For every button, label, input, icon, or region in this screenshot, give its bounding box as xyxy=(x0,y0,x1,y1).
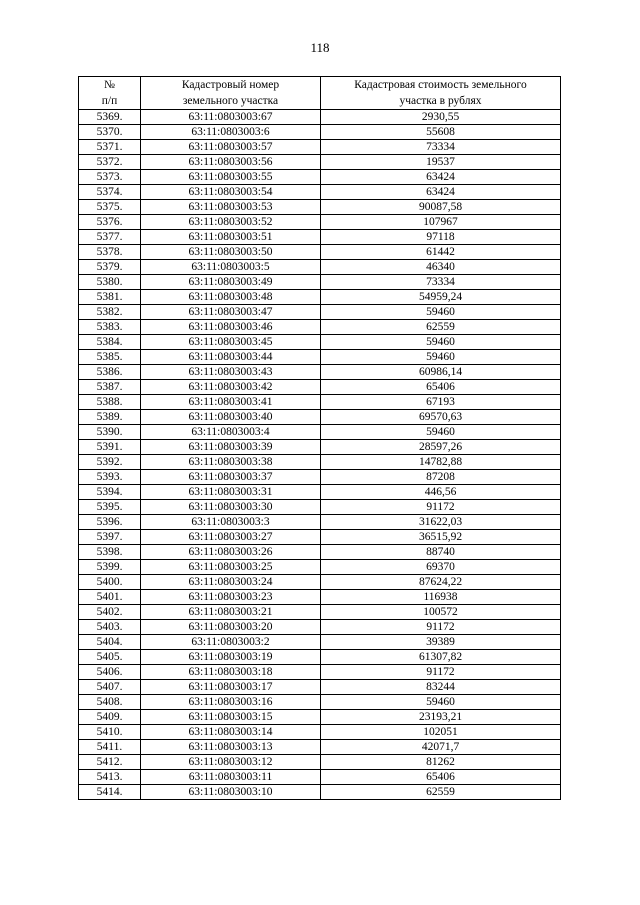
cadastral-value-cell: 91172 xyxy=(321,620,561,635)
row-number-cell: 5392. xyxy=(79,455,141,470)
row-number-cell: 5405. xyxy=(79,650,141,665)
cadastral-number-cell: 63:11:0803003:21 xyxy=(141,605,321,620)
cadastral-number-cell: 63:11:0803003:31 xyxy=(141,485,321,500)
row-number-cell: 5397. xyxy=(79,530,141,545)
cadastral-value-cell: 36515,92 xyxy=(321,530,561,545)
cadastral-value-cell: 87208 xyxy=(321,470,561,485)
row-number-cell: 5371. xyxy=(79,140,141,155)
table-row xyxy=(79,665,561,680)
cadastral-number-cell: 63:11:0803003:3 xyxy=(141,515,321,530)
table-row xyxy=(79,380,561,395)
row-number-cell: 5407. xyxy=(79,680,141,695)
cadastral-number-cell: 63:11:0803003:10 xyxy=(141,785,321,800)
row-number-cell: 5412. xyxy=(79,755,141,770)
table-row xyxy=(79,725,561,740)
table-header xyxy=(79,77,561,110)
cadastral-value-cell: 87624,22 xyxy=(321,575,561,590)
cadastral-value-cell: 46340 xyxy=(321,260,561,275)
table-row xyxy=(79,260,561,275)
cadastral-value-cell: 91172 xyxy=(321,500,561,515)
header-cadastral-number-sub: земельного участка xyxy=(141,93,321,110)
row-number-cell: 5411. xyxy=(79,740,141,755)
row-number-cell: 5390. xyxy=(79,425,141,440)
row-number-cell: 5386. xyxy=(79,365,141,380)
table-row xyxy=(79,335,561,350)
row-number-cell: 5391. xyxy=(79,440,141,455)
row-number-cell: 5385. xyxy=(79,350,141,365)
cadastral-value-cell: 54959,24 xyxy=(321,290,561,305)
row-number-cell: 5381. xyxy=(79,290,141,305)
row-number-cell: 5379. xyxy=(79,260,141,275)
cadastral-number-cell: 63:11:0803003:46 xyxy=(141,320,321,335)
row-number-cell: 5373. xyxy=(79,170,141,185)
cadastral-value-cell: 23193,21 xyxy=(321,710,561,725)
table-row xyxy=(79,695,561,710)
cadastral-number-cell: 63:11:0803003:47 xyxy=(141,305,321,320)
table-row xyxy=(79,275,561,290)
row-number-cell: 5399. xyxy=(79,560,141,575)
cadastral-number-cell: 63:11:0803003:53 xyxy=(141,200,321,215)
cadastral-number-cell: 63:11:0803003:52 xyxy=(141,215,321,230)
table-row xyxy=(79,560,561,575)
cadastral-number-cell: 63:11:0803003:15 xyxy=(141,710,321,725)
row-number-cell: 5410. xyxy=(79,725,141,740)
row-number-cell: 5377. xyxy=(79,230,141,245)
cadastral-value-cell: 19537 xyxy=(321,155,561,170)
row-number-cell: 5400. xyxy=(79,575,141,590)
cadastral-number-cell: 63:11:0803003:37 xyxy=(141,470,321,485)
cadastral-number-cell: 63:11:0803003:17 xyxy=(141,680,321,695)
cadastral-value-cell: 2930,55 xyxy=(321,110,561,125)
table-row xyxy=(79,710,561,725)
cadastral-number-cell: 63:11:0803003:2 xyxy=(141,635,321,650)
cadastral-value-cell: 59460 xyxy=(321,695,561,710)
cadastral-number-cell: 63:11:0803003:6 xyxy=(141,125,321,140)
row-number-cell: 5406. xyxy=(79,665,141,680)
table-row xyxy=(79,185,561,200)
cadastral-number-cell: 63:11:0803003:42 xyxy=(141,380,321,395)
cadastral-number-cell: 63:11:0803003:26 xyxy=(141,545,321,560)
cadastral-number-cell: 63:11:0803003:13 xyxy=(141,740,321,755)
table-body xyxy=(79,110,561,800)
cadastral-value-cell: 100572 xyxy=(321,605,561,620)
row-number-cell: 5382. xyxy=(79,305,141,320)
table-row xyxy=(79,590,561,605)
cadastral-value-cell: 59460 xyxy=(321,425,561,440)
row-number-cell: 5376. xyxy=(79,215,141,230)
cadastral-number-cell: 63:11:0803003:40 xyxy=(141,410,321,425)
table-row xyxy=(79,485,561,500)
row-number-cell: 5414. xyxy=(79,785,141,800)
cadastral-value-cell: 14782,88 xyxy=(321,455,561,470)
cadastral-number-cell: 63:11:0803003:48 xyxy=(141,290,321,305)
cadastral-number-cell: 63:11:0803003:50 xyxy=(141,245,321,260)
cadastral-number-cell: 63:11:0803003:5 xyxy=(141,260,321,275)
cadastral-value-cell: 67193 xyxy=(321,395,561,410)
cadastral-value-cell: 91172 xyxy=(321,665,561,680)
row-number-cell: 5389. xyxy=(79,410,141,425)
cadastral-number-cell: 63:11:0803003:38 xyxy=(141,455,321,470)
cadastral-value-cell: 59460 xyxy=(321,305,561,320)
cadastral-value-cell: 73334 xyxy=(321,140,561,155)
table-row xyxy=(79,605,561,620)
cadastral-value-cell: 31622,03 xyxy=(321,515,561,530)
cadastral-number-cell: 63:11:0803003:25 xyxy=(141,560,321,575)
row-number-cell: 5396. xyxy=(79,515,141,530)
row-number-cell: 5380. xyxy=(79,275,141,290)
cadastral-number-cell: 63:11:0803003:44 xyxy=(141,350,321,365)
cadastral-number-cell: 63:11:0803003:18 xyxy=(141,665,321,680)
cadastral-value-cell: 61442 xyxy=(321,245,561,260)
cadastral-value-cell: 39389 xyxy=(321,635,561,650)
cadastral-number-cell: 63:11:0803003:24 xyxy=(141,575,321,590)
row-number-cell: 5383. xyxy=(79,320,141,335)
header-number-sub: п/п xyxy=(79,93,141,110)
table-row xyxy=(79,200,561,215)
table-row xyxy=(79,395,561,410)
cadastral-number-cell: 63:11:0803003:12 xyxy=(141,755,321,770)
table-row xyxy=(79,500,561,515)
row-number-cell: 5409. xyxy=(79,710,141,725)
cadastral-value-cell: 88740 xyxy=(321,545,561,560)
row-number-cell: 5369. xyxy=(79,110,141,125)
table-row xyxy=(79,770,561,785)
row-number-cell: 5370. xyxy=(79,125,141,140)
cadastral-number-cell: 63:11:0803003:54 xyxy=(141,185,321,200)
row-number-cell: 5374. xyxy=(79,185,141,200)
cadastral-value-cell: 59460 xyxy=(321,335,561,350)
table-row xyxy=(79,740,561,755)
cadastral-number-cell: 63:11:0803003:55 xyxy=(141,170,321,185)
table-row xyxy=(79,305,561,320)
cadastral-table xyxy=(78,76,561,800)
cadastral-value-cell: 107967 xyxy=(321,215,561,230)
cadastral-number-cell: 63:11:0803003:45 xyxy=(141,335,321,350)
table-row xyxy=(79,140,561,155)
cadastral-value-cell: 63424 xyxy=(321,185,561,200)
table-row xyxy=(79,125,561,140)
cadastral-number-cell: 63:11:0803003:19 xyxy=(141,650,321,665)
table-row xyxy=(79,755,561,770)
table-row xyxy=(79,320,561,335)
table-row xyxy=(79,170,561,185)
table-row xyxy=(79,530,561,545)
row-number-cell: 5404. xyxy=(79,635,141,650)
header-cadastral-value: Кадастровая стоимость земельного xyxy=(321,77,561,94)
cadastral-number-cell: 63:11:0803003:23 xyxy=(141,590,321,605)
cadastral-value-cell: 62559 xyxy=(321,785,561,800)
row-number-cell: 5395. xyxy=(79,500,141,515)
cadastral-number-cell: 63:11:0803003:4 xyxy=(141,425,321,440)
header-cadastral-number: Кадастровый номер xyxy=(141,77,321,94)
table-row xyxy=(79,425,561,440)
row-number-cell: 5401. xyxy=(79,590,141,605)
cadastral-number-cell: 63:11:0803003:49 xyxy=(141,275,321,290)
cadastral-value-cell: 59460 xyxy=(321,350,561,365)
cadastral-value-cell: 28597,26 xyxy=(321,440,561,455)
cadastral-value-cell: 65406 xyxy=(321,380,561,395)
cadastral-value-cell: 81262 xyxy=(321,755,561,770)
table-row xyxy=(79,290,561,305)
cadastral-value-cell: 83244 xyxy=(321,680,561,695)
cadastral-value-cell: 65406 xyxy=(321,770,561,785)
cadastral-value-cell: 61307,82 xyxy=(321,650,561,665)
table-row xyxy=(79,155,561,170)
cadastral-number-cell: 63:11:0803003:57 xyxy=(141,140,321,155)
row-number-cell: 5402. xyxy=(79,605,141,620)
table-row xyxy=(79,215,561,230)
table-row xyxy=(79,440,561,455)
row-number-cell: 5413. xyxy=(79,770,141,785)
header-row xyxy=(79,77,561,94)
table-row xyxy=(79,110,561,125)
table-row xyxy=(79,230,561,245)
table-row xyxy=(79,635,561,650)
cadastral-value-cell: 102051 xyxy=(321,725,561,740)
row-number-cell: 5403. xyxy=(79,620,141,635)
table-row xyxy=(79,545,561,560)
row-number-cell: 5387. xyxy=(79,380,141,395)
table-row xyxy=(79,455,561,470)
row-number-cell: 5384. xyxy=(79,335,141,350)
cadastral-value-cell: 446,56 xyxy=(321,485,561,500)
cadastral-value-cell: 69570,63 xyxy=(321,410,561,425)
header-cadastral-value-sub: участка в рублях xyxy=(321,93,561,110)
table-row xyxy=(79,515,561,530)
row-number-cell: 5372. xyxy=(79,155,141,170)
table-row xyxy=(79,650,561,665)
table-row xyxy=(79,575,561,590)
cadastral-number-cell: 63:11:0803003:43 xyxy=(141,365,321,380)
row-number-cell: 5394. xyxy=(79,485,141,500)
header-number: № xyxy=(79,77,141,94)
row-number-cell: 5378. xyxy=(79,245,141,260)
header-row xyxy=(79,93,561,110)
table-row xyxy=(79,245,561,260)
cadastral-value-cell: 63424 xyxy=(321,170,561,185)
cadastral-value-cell: 73334 xyxy=(321,275,561,290)
cadastral-number-cell: 63:11:0803003:67 xyxy=(141,110,321,125)
cadastral-number-cell: 63:11:0803003:41 xyxy=(141,395,321,410)
row-number-cell: 5393. xyxy=(79,470,141,485)
cadastral-value-cell: 97118 xyxy=(321,230,561,245)
cadastral-value-cell: 116938 xyxy=(321,590,561,605)
cadastral-number-cell: 63:11:0803003:27 xyxy=(141,530,321,545)
cadastral-number-cell: 63:11:0803003:11 xyxy=(141,770,321,785)
row-number-cell: 5388. xyxy=(79,395,141,410)
cadastral-value-cell: 69370 xyxy=(321,560,561,575)
table-row xyxy=(79,785,561,800)
cadastral-value-cell: 90087,58 xyxy=(321,200,561,215)
cadastral-value-cell: 55608 xyxy=(321,125,561,140)
cadastral-number-cell: 63:11:0803003:16 xyxy=(141,695,321,710)
table-row xyxy=(79,620,561,635)
cadastral-number-cell: 63:11:0803003:14 xyxy=(141,725,321,740)
row-number-cell: 5398. xyxy=(79,545,141,560)
cadastral-value-cell: 60986,14 xyxy=(321,365,561,380)
table-row xyxy=(79,350,561,365)
cadastral-number-cell: 63:11:0803003:51 xyxy=(141,230,321,245)
cadastral-value-cell: 42071,7 xyxy=(321,740,561,755)
row-number-cell: 5375. xyxy=(79,200,141,215)
table-row xyxy=(79,470,561,485)
cadastral-number-cell: 63:11:0803003:20 xyxy=(141,620,321,635)
page-number: 118 xyxy=(310,40,330,55)
table-row xyxy=(79,410,561,425)
table-row xyxy=(79,365,561,380)
cadastral-number-cell: 63:11:0803003:39 xyxy=(141,440,321,455)
table-row xyxy=(79,680,561,695)
cadastral-value-cell: 62559 xyxy=(321,320,561,335)
cadastral-number-cell: 63:11:0803003:30 xyxy=(141,500,321,515)
cadastral-number-cell: 63:11:0803003:56 xyxy=(141,155,321,170)
row-number-cell: 5408. xyxy=(79,695,141,710)
